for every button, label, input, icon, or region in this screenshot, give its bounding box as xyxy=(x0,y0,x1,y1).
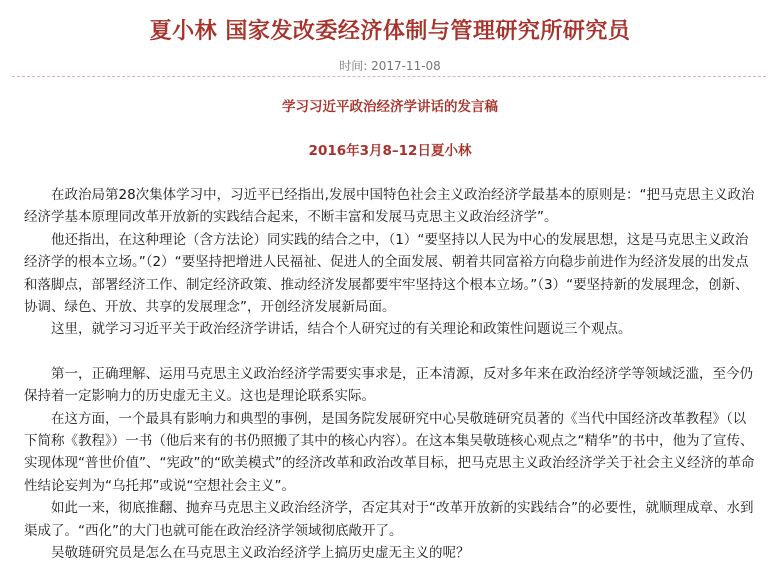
article-body xyxy=(24,184,756,565)
page-title: 夏小林 国家发改委经济体制与管理研究所研究员 xyxy=(149,19,631,44)
paragraph: 吴敬琏研究员是怎么在马克思主义政治经济学上搞历史虚无主义的呢？ xyxy=(51,545,470,562)
paragraph-spacer xyxy=(24,341,756,363)
paragraph: 在这方面，一个最具有影响力和典型的事例，是国务院发展研究中心吴敬琏研究员著的《当代中国经济改革教程》（以下简称《教程》）一书（他后来有的书仍照搬了其中的核心内容）。在这本集吴敬琏核心观点之“精华”的书中，他为了宣传、实现体现“普世价值”、“宪政”的“欧美模式”的经济改革和政治改革目标，把马克思主义政治经济学关于社会主义经济的革命性结论妄判为“乌托邦”或说“空想社会主义”。 xyxy=(24,410,755,494)
paragraph: 他还指出，在这种理论（含方法论）同实践的结合之中，（1）“要坚持以人民为中心的发展思想，这是马克思主义政治经济学的根本立场。”（2）“要坚持把增进人民福祉、促进人的全面发展、朝着共同富裕方向稳步前进作为经济发展的出发点和落脚点，部署经济工作、制定经济政策、推动经济发展都要牢牢坚持这个根本立场。”（3）“要坚持新的发展理念，创新、协调、绿色、开放、共享的发展理念”，开创经济发展新局面。 xyxy=(24,231,749,316)
paragraph: 这里，就学习习近平关于政治经济学讲话，结合个人研究过的有关理论和政策性问题说三个观点。 xyxy=(51,321,632,338)
publish-meta xyxy=(0,57,780,74)
publish-date: 2017-11-08 xyxy=(371,59,441,73)
article-subtitle: 学习习近平政治经济学讲话的发言稿 xyxy=(282,99,498,115)
date-label: 时间: xyxy=(339,59,368,73)
article-byline: 2016年3月8–12日夏小林 xyxy=(308,143,472,159)
paragraph: 如此一来，彻底推翻、抛弃马克思主义政治经济学，否定其对于“改革开放新的实践结合”的必要性，就顺理成章、水到渠成了。“西化”的大门也就可能在政治经济学领域彻底敞开了。 xyxy=(24,500,754,539)
paragraph: 第一，正确理解、运用马克思主义政治经济学需要实事求是，正本清源，反对多年来在政治经济学等领域泛滥，至今仍保持着一定影响力的历史虚无主义。这也是理论联系实际。 xyxy=(24,365,753,405)
header-divider xyxy=(12,76,766,77)
paragraph: 在政治局第28次集体学习中，习近平已经指出,发展中国特色社会主义政治经济学最基本的原则是：“把马克思主义政治经济学基本原理同改革开放新的实践结合起来，不断丰富和发展马克思主义政治经济学”。 xyxy=(24,187,755,226)
